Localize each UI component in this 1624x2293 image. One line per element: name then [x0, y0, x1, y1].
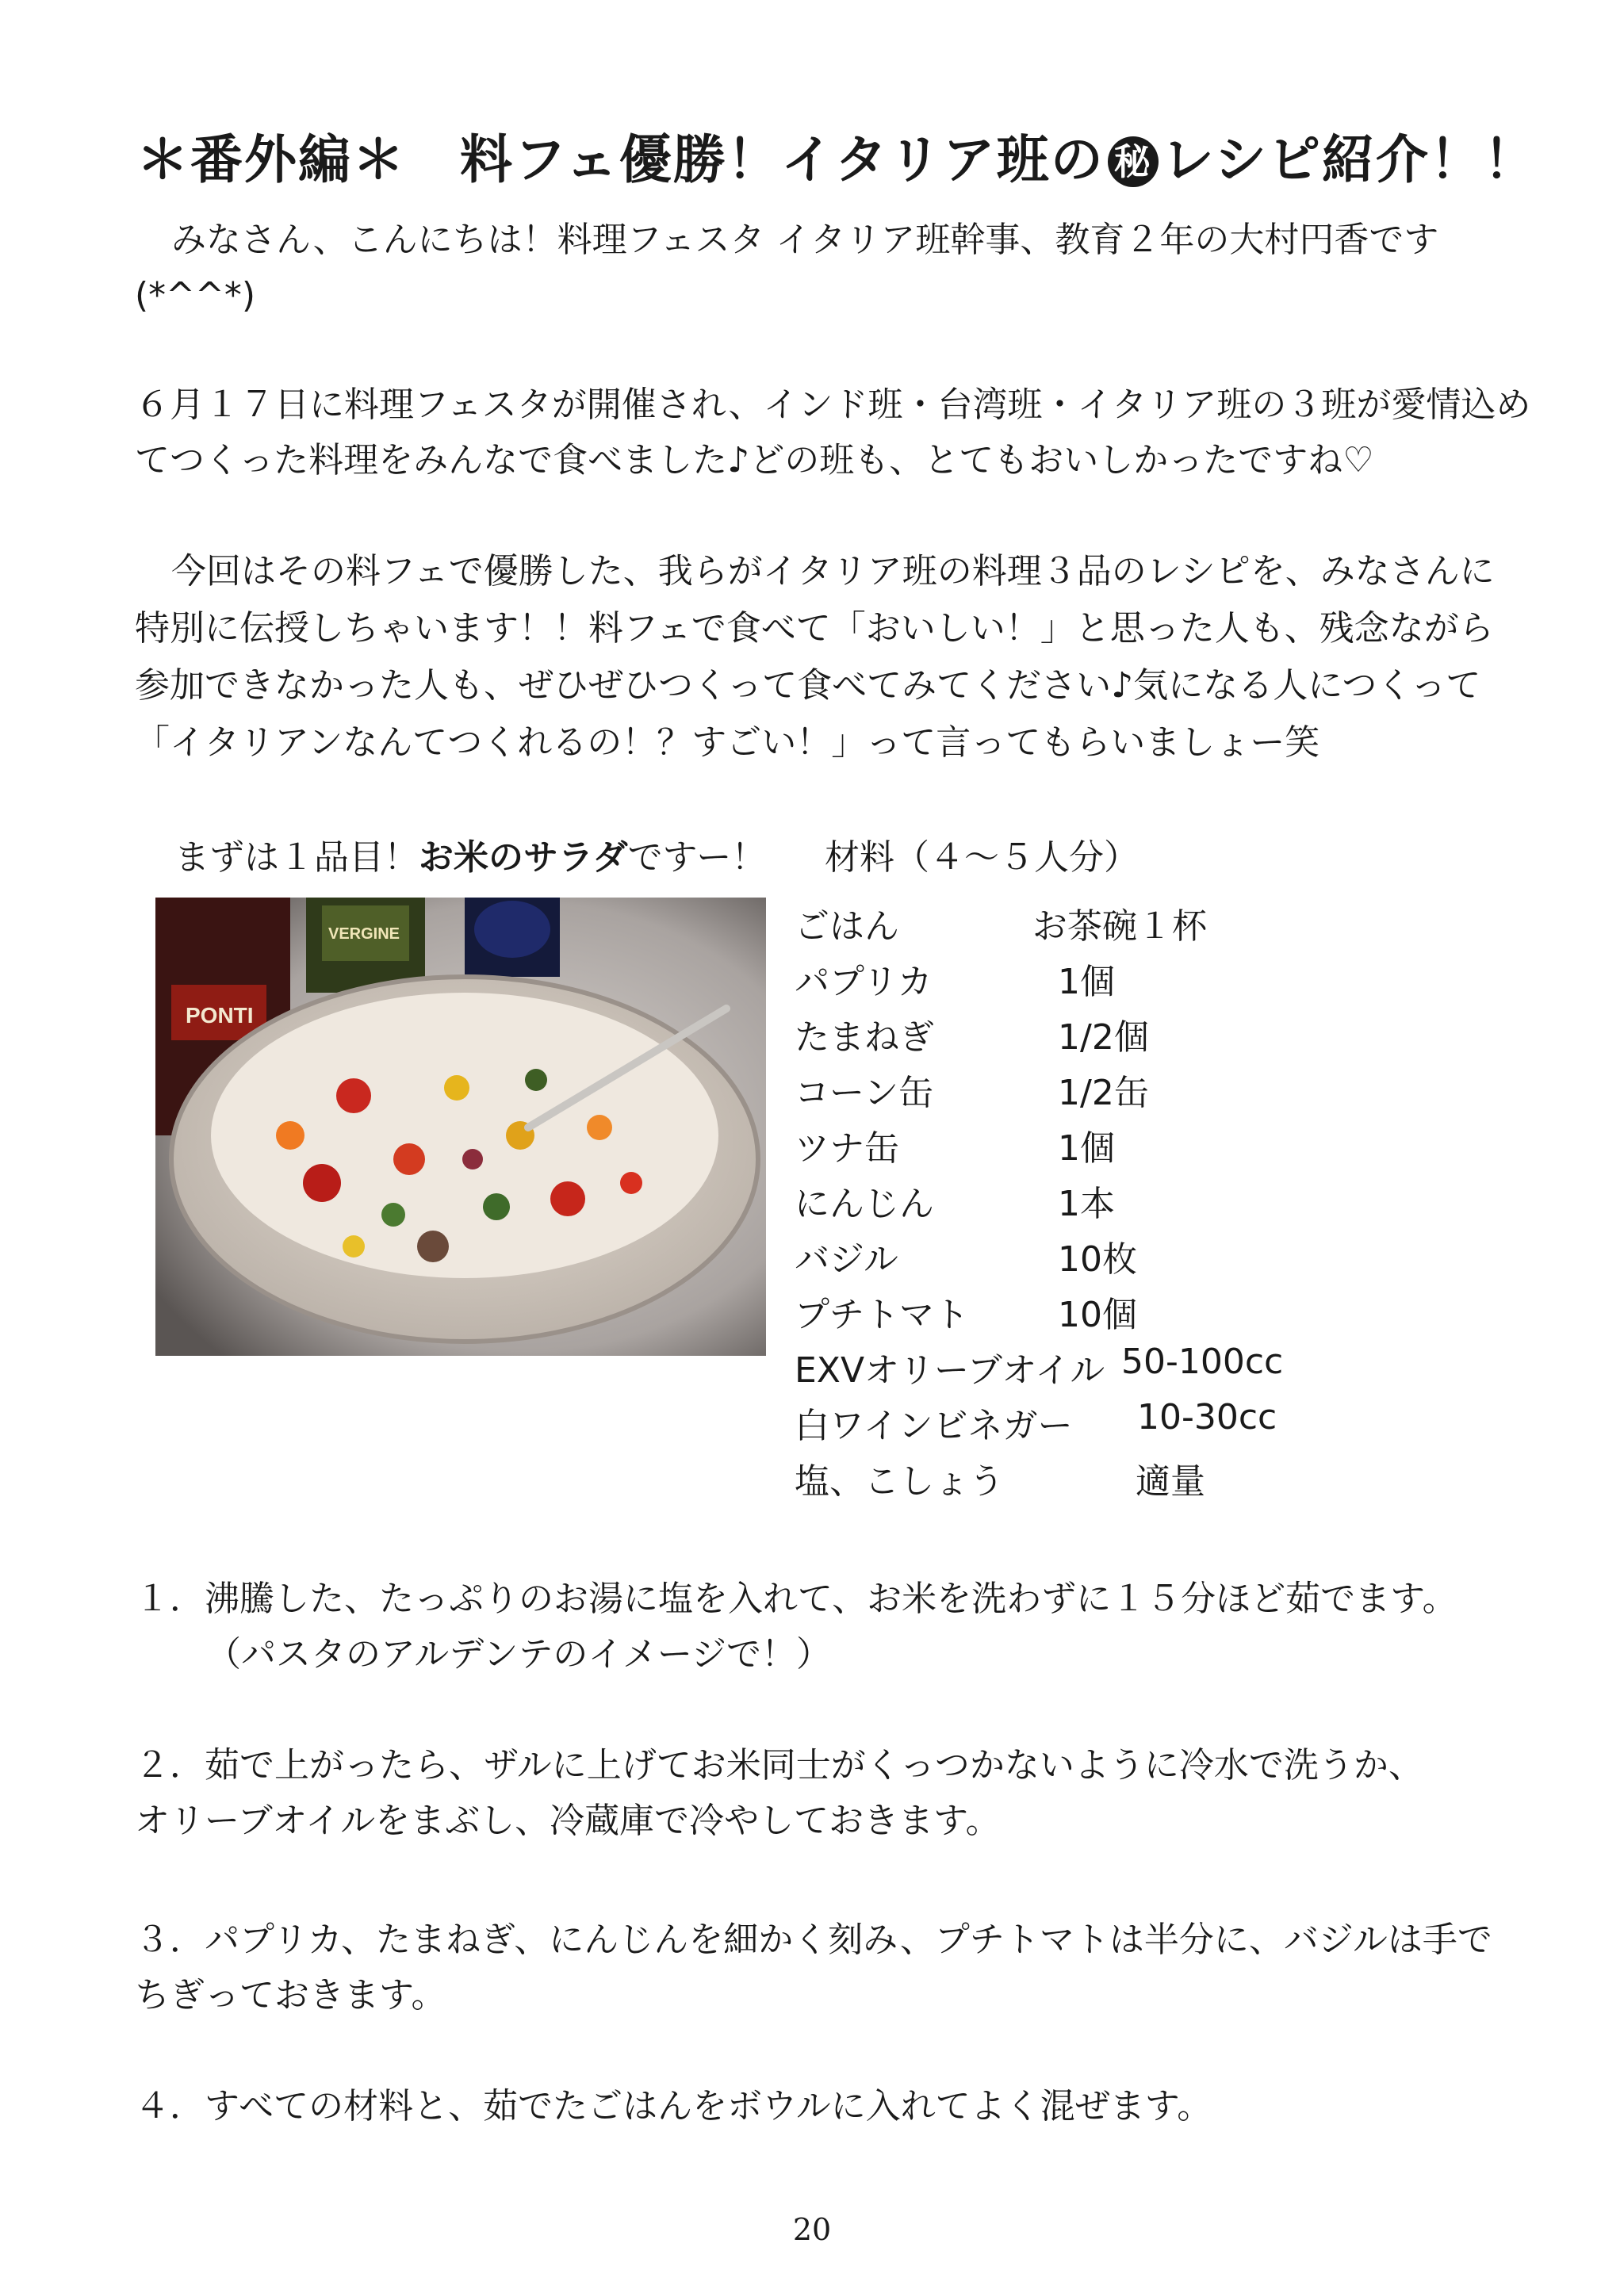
ingredient-name: 塩、こしょう — [795, 1461, 1004, 1502]
oil-bottle-label: VERGINE — [328, 925, 400, 943]
ingredient-amount: 1本 — [1058, 1184, 1115, 1224]
para3-line-1: 今回はその料フェで優勝した、我らがイタリア班の料理３品のレシピを、みなさんに — [171, 551, 1495, 591]
ingredient-name: バジル — [795, 1239, 898, 1280]
para2-line-1: ６月１７日に料理フェスタが開催され、インド班・台湾班・イタリア班の３班が愛情込め — [135, 385, 1531, 425]
dish-heading — [174, 829, 766, 879]
title-prefix: ＊番外編＊ 料フェ優勝！イタリア班の — [136, 129, 1105, 190]
ingredient-amount: 適量 — [1136, 1461, 1205, 1502]
ingredient-amount: 10個 — [1058, 1295, 1137, 1335]
intro-line-1: みなさん、こんにちは！料理フェスタ イタリア班幹事、教育２年の大村円香です — [171, 220, 1439, 260]
intro-line-2: (*^^*) — [135, 275, 256, 316]
para2-line-2: てつくった料理をみんなで食べました♪どの班も、とてもおいしかったですね♡ — [135, 440, 1374, 480]
para3-line-3: 参加できなかった人も、ぜひぜひつくって食べてみてください♪気になる人につくって — [135, 665, 1481, 706]
ingredient-name: にんじん — [795, 1184, 934, 1224]
dish-heading-tail: ですー！ — [627, 837, 767, 878]
para3-line-2: 特別に伝授しちゃいます！！料フェで食べて「おいしい！」と思った人も、残念ながら — [135, 608, 1494, 649]
ingredient-name: 白ワインビネガー — [795, 1406, 1073, 1446]
step-3-line-2: ちぎっておきます。 — [135, 1975, 446, 2015]
step-2-line-1: ２．茹で上がったら、ザルに上げてお米同士がくっつかないように冷水で洗うか、 — [135, 1745, 1423, 1786]
ingredient-amount: 1/2個 — [1058, 1017, 1149, 1058]
ingredient-name: ごはん — [795, 906, 899, 947]
ingredients-heading: 材料（４～５人分） — [825, 837, 1139, 878]
ingredient-name: ツナ缶 — [795, 1128, 899, 1169]
ingredient-name: パプリカ — [795, 962, 933, 1002]
secret-circle-mark: 秘 — [1108, 136, 1159, 187]
ingredient-amount: 1個 — [1058, 1128, 1115, 1169]
ingredient-name: コーン缶 — [795, 1073, 934, 1113]
title-suffix: レシピ紹介！！ — [1161, 129, 1538, 190]
ingredient-amount: 1個 — [1058, 962, 1115, 1002]
step-1-line-2: （パスタのアルデンテのイメージで！） — [206, 1634, 832, 1675]
step-1-line-1: １．沸騰した、たっぷりのお湯に塩を入れて、お米を洗わずに１５分ほど茹でます。 — [135, 1579, 1457, 1619]
ingredient-amount: 10枚 — [1058, 1239, 1137, 1280]
dish-heading-lead: まずは１品目！ — [174, 837, 419, 878]
rice-salad-illustration — [155, 898, 766, 1356]
ingredient-name: EXVオリーブオイル — [795, 1350, 1105, 1391]
page-number: 20 — [792, 2212, 832, 2247]
ingredient-amount: お茶碗１杯 — [1032, 906, 1207, 947]
step-2-line-2: オリーブオイルをまぶし、冷蔵庫で冷やしておきます。 — [135, 1801, 1001, 1841]
rice-salad-photo — [155, 898, 766, 1356]
ingredient-amount: 50-100cc — [1121, 1342, 1284, 1382]
step-4-line-1: ４．すべての材料と、茹でたごはんをボウルに入れてよく混ぜます。 — [135, 2086, 1212, 2126]
page-title — [136, 117, 1538, 193]
dish-name: お米のサラダ — [419, 837, 628, 878]
bottle-label: PONTI — [186, 1003, 254, 1028]
ingredient-amount: 1/2缶 — [1058, 1073, 1149, 1113]
ingredient-name: たまねぎ — [795, 1017, 934, 1058]
ingredient-name: プチトマト — [795, 1295, 969, 1335]
step-3-line-1: ３．パプリカ、たまねぎ、にんじんを細かく刻み、プチトマトは半分に、バジルは手で — [135, 1920, 1492, 1960]
para3-line-4: 「イタリアンなんてつくれるの！？すごい！」って言ってもらいましょー笑 — [135, 722, 1320, 763]
ingredient-amount: 10-30cc — [1137, 1397, 1277, 1437]
